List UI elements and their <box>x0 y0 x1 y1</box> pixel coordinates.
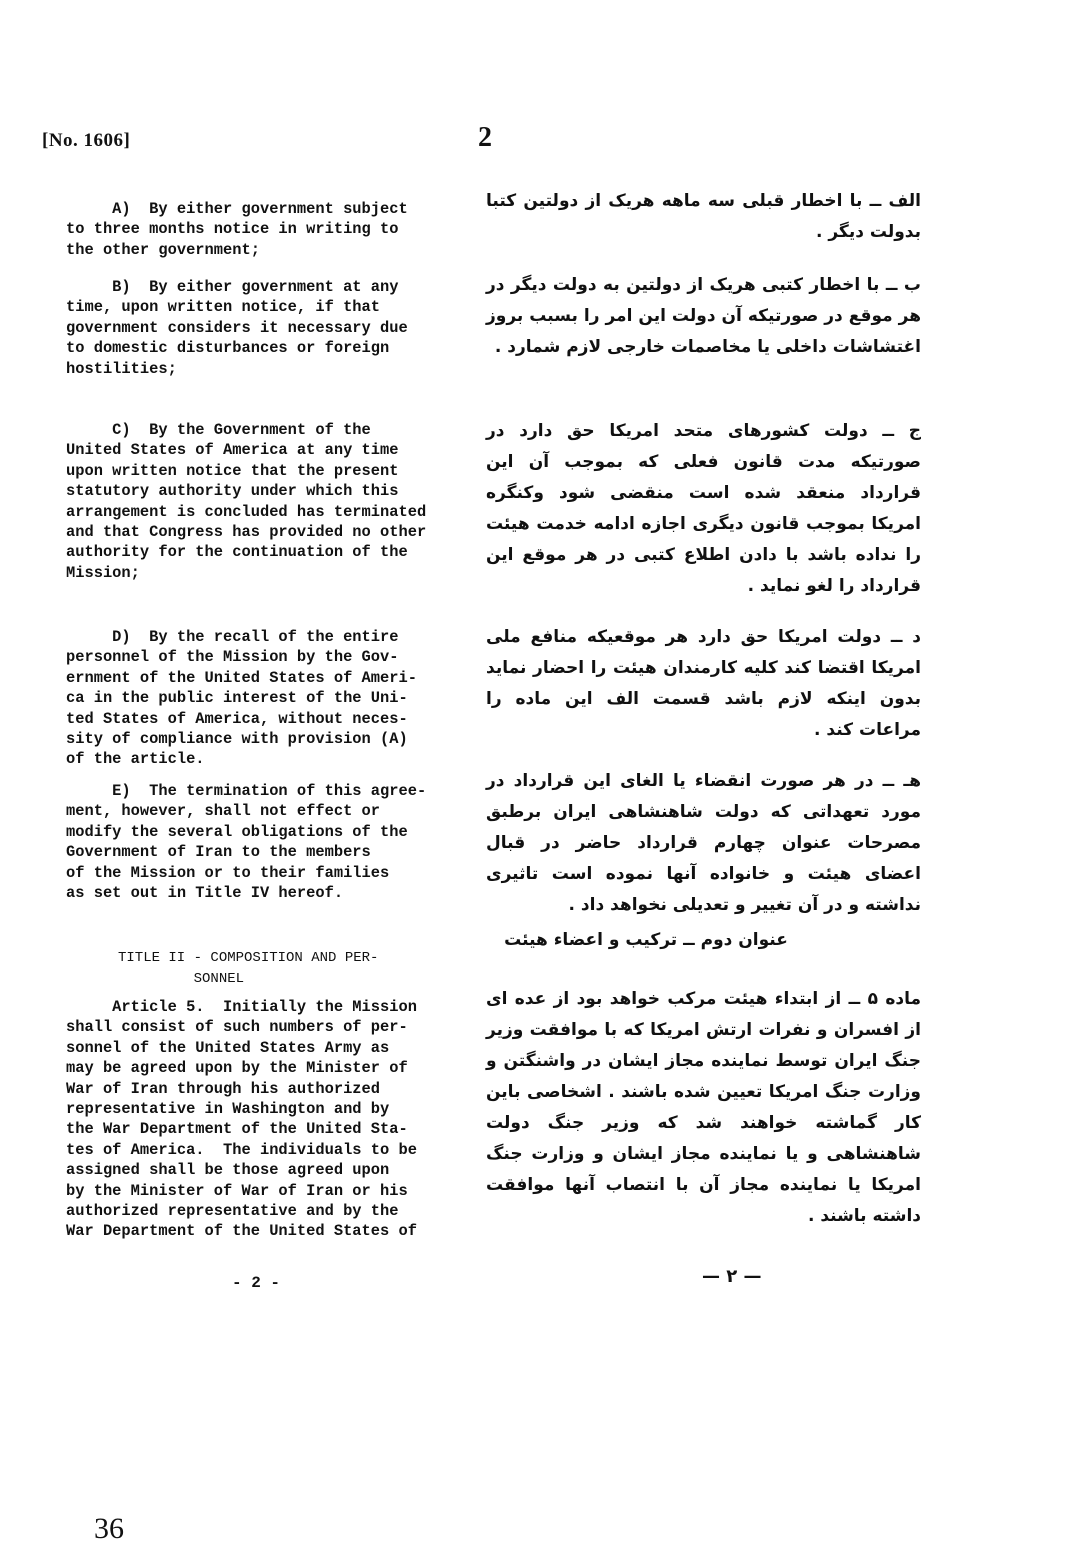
english-page-footer: - 2 - <box>232 1274 281 1292</box>
english-clause-b: B) By either government at any time, upon written notice, if that government considers it necessary due to domestic disturbances or foreign hostilities; <box>66 278 408 378</box>
document-number: [No. 1606] <box>42 130 131 151</box>
persian-page-footer: — ۲ — <box>702 1266 762 1287</box>
persian-clause-a: الف ــ با اخطار قبلی سه ماهه هریک از دولتین کتبا بدولت دیگر . <box>486 191 921 242</box>
english-title-ii: TITLE II - COMPOSITION AND PER- SONNEL <box>118 950 379 987</box>
english-clause-e: E) The termination of this agree- ment, however, shall not effect or modify the several obligations of the Government of Iran to the members of the Mission or to their families as set out in Title IV hereof. <box>66 782 427 903</box>
persian-clause-b: ب ــ با اخطار کتبی هریک از دولتین به دولت دیگر در هر موقع در صورتیکه آن دولت این امر را بسبب بروز اغتشاشات داخلی یا مخاصمات خارجی لازم شمارد . <box>486 275 921 357</box>
english-clause-d: D) By the recall of the entire personnel of the Mission by the Gov- ernment of the United States of Ameri- ca in the public interest of the Uni- ted States of America, without neces- sity of compliance with provision (A) of the article. <box>66 628 417 769</box>
english-article-5: Article 5. Initially the Mission shall consist of such numbers of per- sonnel of the United States Army as may be agreed upon by the Minister of War of Iran through his authorized representative in Washington and by the War Department of the United Sta- tes of America. The individuals to be assigned shall be those agreed upon by the Minister of War of Iran or his authorized representative and by the War Department of the United States of <box>66 998 417 1241</box>
persian-clause-c: ج ــ دولت کشورهای متحد امریکا حق دارد در صورتیکه مدت قانون فعلی که بموجب آن این قرارداد منعقد شده است منقضی شود وکنگره امریکا بموجب قانون دیگری اجازه ادامه خدمت هیئت را نداده باشد با دادن اطلاع کتبی در هر موقع این قرارداد را لغو نماید . <box>486 421 921 596</box>
english-clause-a: A) By either government subject to three months notice in writing to the other government; <box>66 200 408 259</box>
persian-clause-e: هـ ــ در هر صورت انقضاء یا الغای این قرارداد در مورد تعهداتی که دولت شاهنشاهی ایران برطبق مصرحات عنوان چهارم قرارداد حاضر در قبال اعضای هیئت و خانواده آنها نموده است تاثیری نداشته و در آن تغییر و تعدیلی نخواهد داد . <box>486 771 921 915</box>
page-number: 2 <box>478 122 492 153</box>
persian-title-ii: عنوان دوم ــ ترکیب و اعضاء هیئت <box>504 930 788 950</box>
english-clause-c: C) By the Government of the United States of America at any time upon written notice that the present statutory authority under which this arrangement is concluded has terminated and that Congress has provided no other authority for the continuation of the Mission; <box>66 421 427 582</box>
persian-clause-d: د ــ دولت امریکا حق دارد هر موقعیکه منافع ملی امریکا اقتضا کند کلیه کارمندان هیئت را احضار نماید بدون اینکه لازم باشد قسمت الف این ماده را مراعات کند . <box>486 627 921 740</box>
volume-page-number: 36 <box>94 1512 124 1545</box>
persian-article-5: ماده ۵ ــ از ابتداء هیئت مرکب خواهد بود از عده ای از افسران و نفرات ارتش امریکا که با موافقت وزیر جنگ ایران توسط نماینده مجاز ایشان در واشنگتن و وزارت جنگ امریکا تعیین شده باشند . اشخاصی باین کار گماشته خواهند شد که وزیر جنگ دولت شاهنشاهی و یا نماینده مجاز ایشان و وزارت جنگ امریکا یا نماینده مجاز آن با انتصاب آنها موافقت داشته باشند . <box>486 989 921 1226</box>
